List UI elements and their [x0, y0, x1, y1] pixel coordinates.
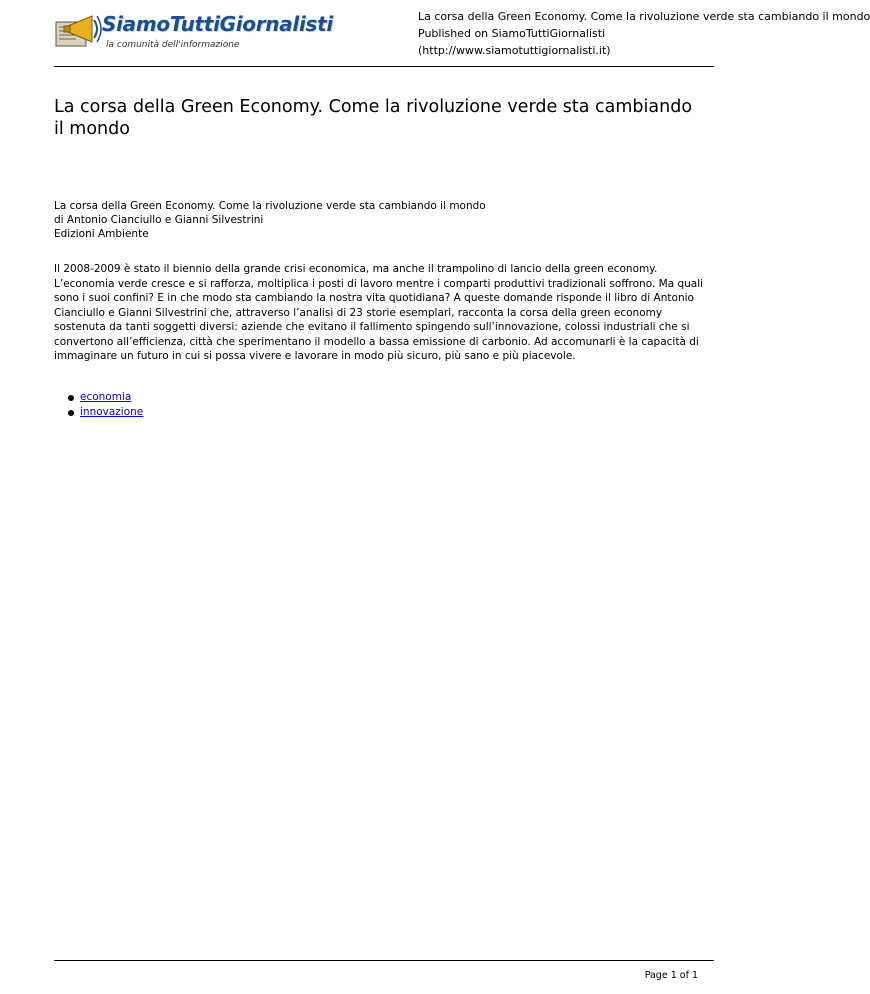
header-url: (http://www.siamotuttigiornalisti.it) — [418, 44, 611, 57]
logo-title-part1: Siamo — [102, 12, 170, 36]
site-logo[interactable] — [54, 10, 394, 56]
book-info — [54, 199, 704, 241]
megaphone-icon — [54, 12, 102, 52]
footer-divider — [54, 960, 714, 961]
list-item — [80, 390, 143, 405]
logo-title — [102, 12, 333, 36]
logo-tagline: la comunità dell'informazione — [106, 40, 240, 50]
book-authors: di Antonio Cianciullo e Gianni Silvestrini — [54, 214, 264, 226]
book-title: La corsa della Green Economy. Come la rivoluzione verde sta cambiando il mondo — [54, 200, 486, 212]
header-divider — [54, 66, 714, 67]
article-body: Il 2008-2009 è stato il biennio della grande crisi economica, ma anche il trampolino di lancio della green economy. L’economia verde cresce e si rafforza, moltiplica i posti di lavoro mentre i comparti produttivi tradizionali soffrono. Ma quali sono i suoi confini? E in che modo sta cambiando la nostra vita quotidiana? A queste domande risponde il libro di Antonio Cianciullo e Gianni Silvestrini che, attraverso l’analisi di 23 storie esemplari, racconta la corsa della green economy sostenuta da tanti soggetti diversi: aziende che evitano il fallimento spingendo sull’innovazione, colossi industriali che si convertono all’efficienza, città che sperimentano il modello a bassa emissione di carbonio. Ad accomunarli è la capacità di immaginare un futuro in cui si possa vivere e lavorare in modo più sicuro, più sano e più piacevole. — [54, 263, 704, 362]
tag-link-innovazione[interactable]: innovazione — [80, 406, 144, 418]
header-published-on: Published on SiamoTuttiGiornalisti — [418, 27, 606, 40]
header-meta — [418, 8, 870, 59]
book-publisher: Edizioni Ambiente — [54, 228, 149, 240]
tag-list — [54, 390, 143, 420]
tag-link-economia[interactable]: economia — [80, 391, 132, 403]
list-item — [80, 405, 143, 420]
header-doc-title: La corsa della Green Economy. Come la rivoluzione verde sta cambiando il mondo — [418, 10, 870, 23]
article-title: La corsa della Green Economy. Come la rivoluzione verde sta cambiando il mondo — [54, 97, 693, 139]
logo-title-part2: TuttiGiornalisti — [169, 12, 333, 36]
page-header — [54, 0, 870, 66]
page-number: Page 1 of 1 — [644, 970, 698, 981]
